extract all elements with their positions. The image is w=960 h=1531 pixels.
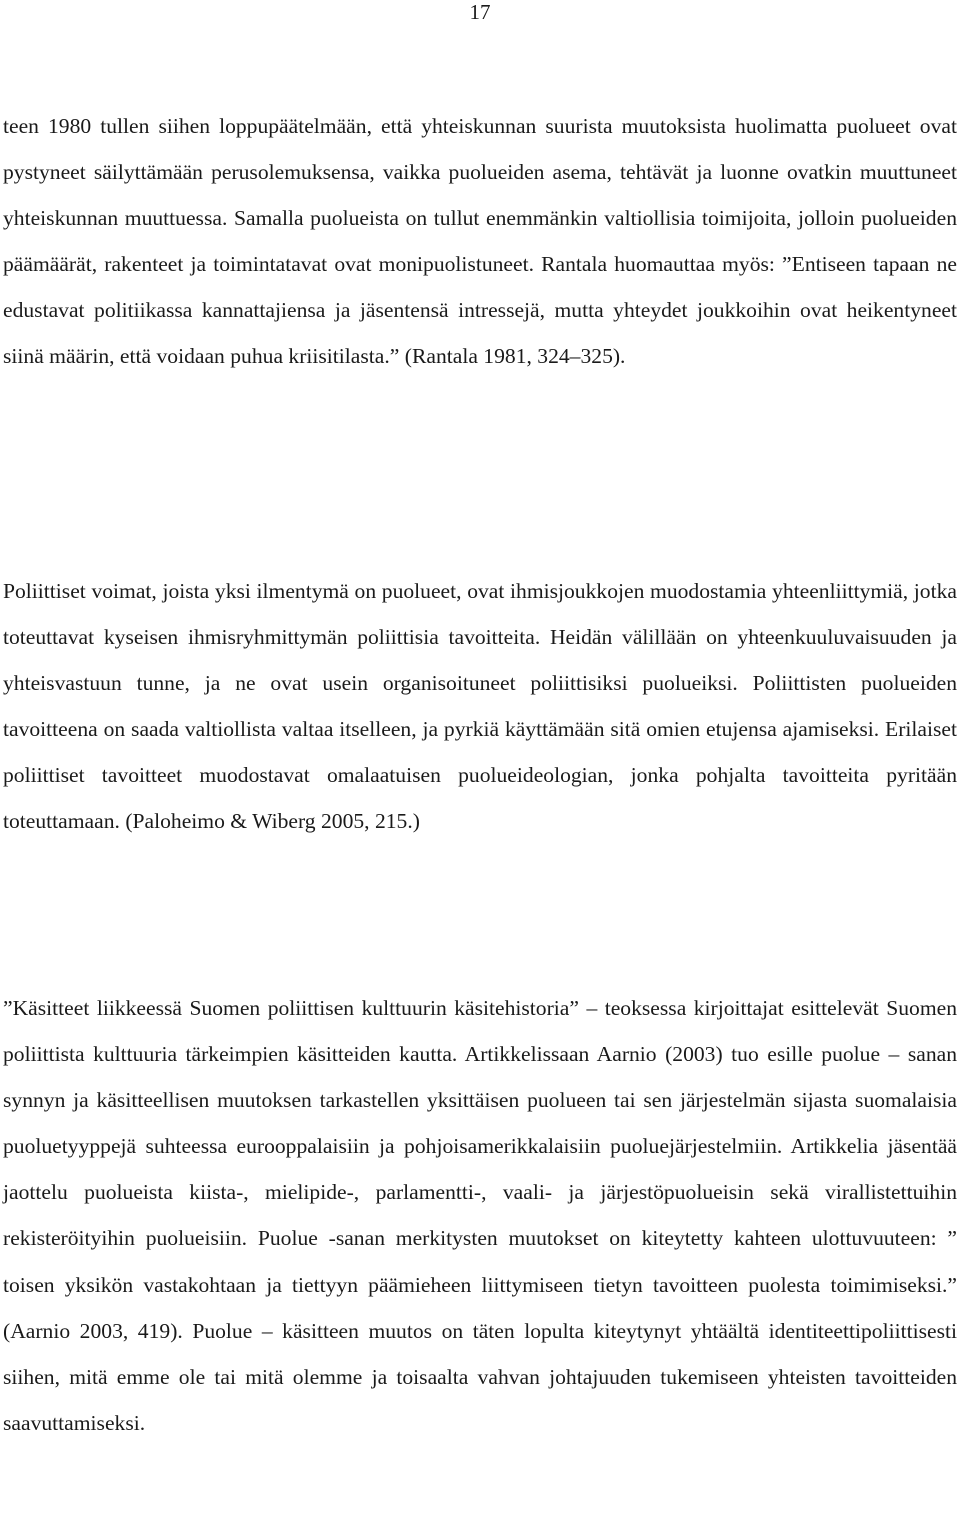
paragraph-3: ”Käsitteet liikkeessä Suomen poliittisen kulttuurin käsitehistoria” – teoksessa kirjoittajat esittelevät Suomen poliittista kulttuuria tärkeimpien käsitteiden kautta. Artikkelissaan Aarnio (2003) tuo esille puolue – sanan synnyn ja käsitteellisen muutoksen tarkastellen yksittäisen puolueen tai sen järjestelmän sijasta suomalaisia puoluetyyppejä suhteessa eurooppalaisiin ja pohjoisamerikkalaisiin puoluejärjestelmiin. Artikkelia jäsentää jaottelu puolueista kiista-, mielipide-, parlamentti-, vaali- ja järjestöpuolueisin sekä virallistettuihin rekisteröityihin puolueisiin. Puolue -sanan merkitysten muutokset on kiteytetty kahteen ulottuvuuteen: ” toisen yksikön vastakohtaan ja tiettyyn päämieheen liittymiseen tietyn tavoitteen puolesta toimimiseksi.” (Aarnio 2003, 419). Puolue – käsitteen muutos on täten lopulta kiteytynyt yhtäältä identiteettipoliittisesti siihen, mitä emme ole tai mitä olemme ja toisaalta vahvan johtajuuden tukemiseen yhteisten tavoitteiden saavuttamiseksi. <box>3 996 957 1435</box>
paragraph-1: teen 1980 tullen siihen loppupäätelmään, että yhteiskunnan suurista muutoksista huolimatta puolueet ovat pystyneet säilyttämään perusolemuksensa, vaikka puolueiden asema, tehtävät ja luonne ovatkin muuttuneet yhteiskunnan muuttuessa. Samalla puolueista on tullut enemmänkin valtiollisia toimijoita, jolloin puolueiden päämäärät, rakenteet ja toimintatavat ovat monipuolistuneet. Rantala huomauttaa myös: ”Entiseen tapaan ne edustavat politiikassa kannattajiensa ja jäsentensä intressejä, mutta yhteydet joukkoihin ovat heikentyneet siinä määrin, että voidaan puhua kriisitilasta.” (Rantala 1981, 324–325). <box>3 114 957 369</box>
paragraph-2: Poliittiset voimat, joista yksi ilmentymä on puolueet, ovat ihmisjoukkojen muodostamia yhteenliittymiä, jotka toteuttavat kyseisen ihmisryhmittymän poliittisia tavoitteita. Heidän välillään on yhteenkuuluvaisuuden ja yhteisvastuun tunne, ja ne ovat usein organisoituneet poliittisiksi puolueiksi. Poliittisten puolueiden tavoitteena on saada valtiollista valtaa itselleen, ja pyrkiä käyttämään sitä omien etujensa ajamiseksi. Erilaiset poliittiset tavoitteet muodostavat omalaatuisen puolueideologian, jonka pohjalta tavoitteita pyritään toteuttamaan. (Paloheimo & Wiberg 2005, 215.) <box>3 579 957 834</box>
page-number: 17 <box>469 0 491 24</box>
